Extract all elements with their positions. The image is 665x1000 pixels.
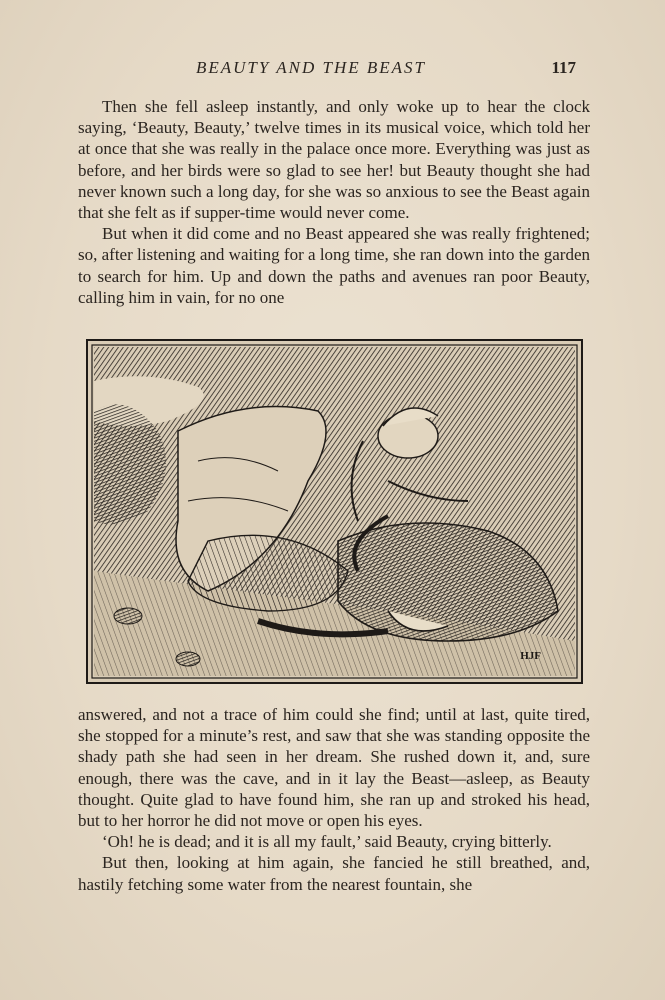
engraving-illustration	[88, 341, 581, 682]
illustrator-monogram: HJF	[520, 650, 541, 662]
page-number: 117	[551, 58, 576, 77]
paragraph: But then, looking at him again, she fancied he still breathed, and, hastily fetching some water from the nearest fountain, she	[78, 853, 590, 894]
running-title: BEAUTY AND THE BEAST	[196, 58, 427, 77]
paragraph: Then she fell asleep instantly, and only woke up to hear the clock saying, ‘Beauty, Beauty,’ twelve times in its musical voice, which told her at once that she was really in the palace once more. Everything was just as before, and her birds were so glad to see her! but Beauty thought she had never known such a long day, for she was so anxious to see the Beast again that she felt as if supper-time would never come.	[78, 97, 590, 223]
paragraph: answered, and not a trace of him could she find; until at last, quite tired, she stopped for a minute’s rest, and saw that she was standing opposite the shady path she had seen in her dream. She rushed down it, and, sure enough, there was the cave, and in it lay the Beast—asleep, as Beauty thought. Quite glad to have found him, she ran up and stroked his head, but to her horror he did not move or open his eyes.	[78, 705, 590, 831]
illustration-beauty-and-beast	[86, 339, 583, 684]
bottom-text-block	[78, 704, 590, 895]
top-text-block	[78, 96, 590, 308]
page-header	[78, 58, 598, 82]
paragraph: ‘Oh! he is dead; and it is all my fault,’ said Beauty, crying bitterly.	[102, 832, 552, 852]
paragraph: But when it did come and no Beast appeared she was really frightened; so, after listening and waiting for a long time, she ran down into the garden to search for him. Up and down the paths and avenues ran poor Beauty, calling him in vain, for no one	[78, 224, 590, 307]
